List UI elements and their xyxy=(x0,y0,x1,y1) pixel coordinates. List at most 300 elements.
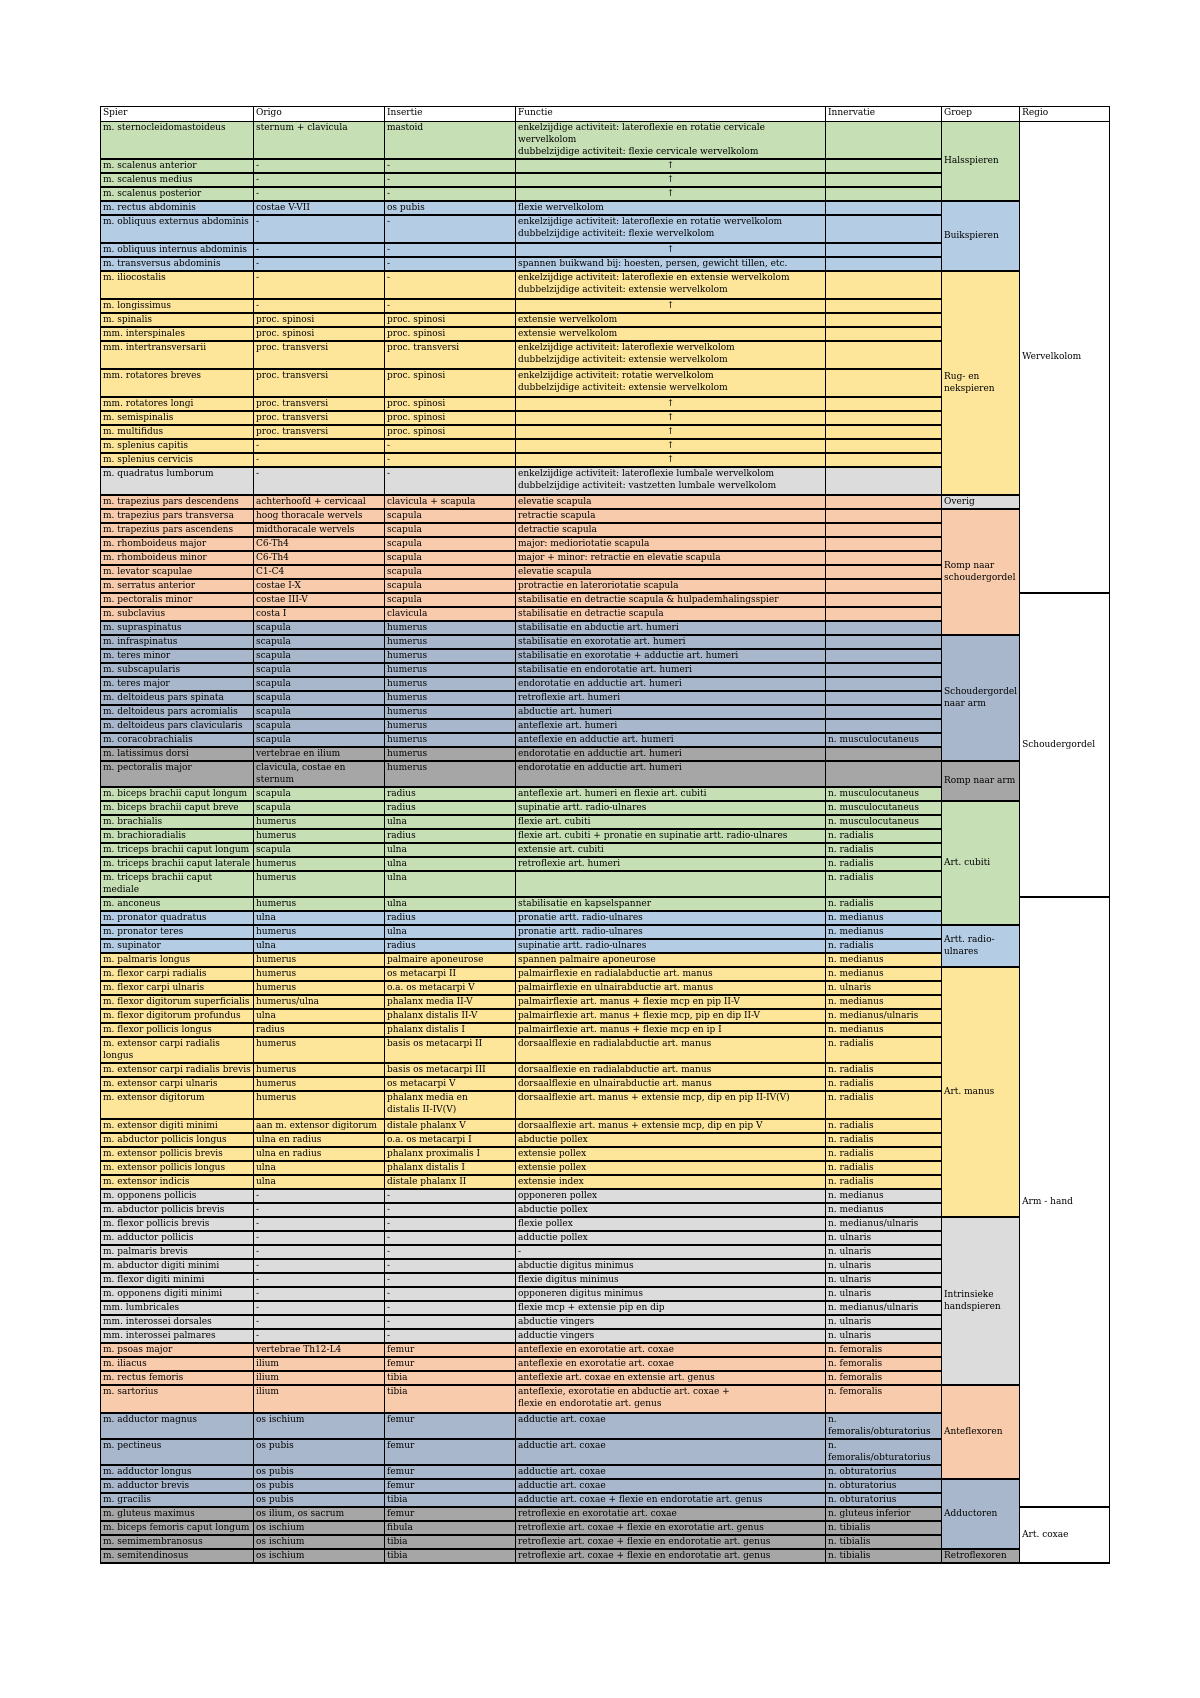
innervation-cell xyxy=(826,257,942,271)
innervation-cell: n. radialis xyxy=(826,1063,942,1077)
muscle-name-cell: mm. rotatores longi xyxy=(101,397,254,411)
innervation-cell: n. gluteus inferior xyxy=(826,1507,942,1521)
origin-cell: scapula xyxy=(254,663,385,677)
innervation-cell: n. radialis xyxy=(826,1161,942,1175)
muscle-name-cell: m. subclavius xyxy=(101,607,254,621)
table-row xyxy=(101,509,1110,523)
insertion-cell: - xyxy=(385,257,516,271)
muscle-name-cell: m. pectineus xyxy=(101,1439,254,1465)
group-cell: Artt. radio-ulnares xyxy=(942,925,1020,967)
origin-cell: - xyxy=(254,1287,385,1301)
origin-cell: C6-Th4 xyxy=(254,551,385,565)
muscle-name-cell: m. flexor digitorum profundus xyxy=(101,1009,254,1023)
function-cell: dorsaalflexie en ulnairabductie art. manus xyxy=(516,1077,826,1091)
insertion-cell: ulna xyxy=(385,857,516,871)
insertion-cell: - xyxy=(385,1217,516,1231)
muscle-name-cell: m. rhomboideus minor xyxy=(101,551,254,565)
insertion-cell: ulna xyxy=(385,843,516,857)
innervation-cell: n. radialis xyxy=(826,897,942,911)
function-cell: enkelzijdige activiteit: lateroflexie en rotatie wervelkolom dubbelzijdige activiteit: flexie wervelkolom xyxy=(516,215,826,243)
origin-cell: costae III-V xyxy=(254,593,385,607)
group-cell: Art. cubiti xyxy=(942,801,1020,925)
insertion-cell: tibia xyxy=(385,1385,516,1413)
insertion-cell: proc. spinosi xyxy=(385,327,516,341)
innervation-cell xyxy=(826,677,942,691)
muscle-name-cell: m. subscapularis xyxy=(101,663,254,677)
innervation-cell xyxy=(826,467,942,495)
innervation-cell xyxy=(826,593,942,607)
function-cell: anteflexie art. humeri xyxy=(516,719,826,733)
muscle-name-cell: m. extensor pollicis brevis xyxy=(101,1147,254,1161)
group-cell: Overig xyxy=(942,495,1020,509)
function-cell: anteflexie en exorotatie art. coxae xyxy=(516,1357,826,1371)
function-cell: spannen buikwand bij: hoesten, persen, gewicht tillen, etc. xyxy=(516,257,826,271)
function-cell: abductie digitus minimus xyxy=(516,1259,826,1273)
innervation-cell xyxy=(826,397,942,411)
header-groep: Groep xyxy=(942,107,1020,122)
insertion-cell: proc. spinosi xyxy=(385,425,516,439)
insertion-cell: tibia xyxy=(385,1371,516,1385)
function-cell: extensie pollex xyxy=(516,1161,826,1175)
muscle-name-cell: m. biceps brachii caput longum xyxy=(101,787,254,801)
function-cell: flexie art. cubiti xyxy=(516,815,826,829)
innervation-cell xyxy=(826,243,942,257)
insertion-cell: ulna xyxy=(385,897,516,911)
function-cell: abductie pollex xyxy=(516,1203,826,1217)
group-cell: Romp naar arm xyxy=(942,761,1020,801)
innervation-cell xyxy=(826,719,942,733)
insertion-cell: phalanx distalis I xyxy=(385,1161,516,1175)
function-cell: dorsaalflexie en radialabductie art. manus xyxy=(516,1063,826,1077)
function-cell: abductie vingers xyxy=(516,1315,826,1329)
muscle-name-cell: m. splenius capitis xyxy=(101,439,254,453)
function-cell: - xyxy=(516,1245,826,1259)
muscle-name-cell: m. biceps femoris caput longum xyxy=(101,1521,254,1535)
insertion-cell: scapula xyxy=(385,579,516,593)
origin-cell: os ischium xyxy=(254,1535,385,1549)
origin-cell: - xyxy=(254,453,385,467)
muscle-name-cell: m. trapezius pars transversa xyxy=(101,509,254,523)
insertion-cell: femur xyxy=(385,1507,516,1521)
origin-cell: os pubis xyxy=(254,1439,385,1465)
origin-cell: - xyxy=(254,1189,385,1203)
muscle-name-cell: m. brachioradialis xyxy=(101,829,254,843)
origin-cell: - xyxy=(254,271,385,299)
function-cell: extensie pollex xyxy=(516,1147,826,1161)
origin-cell: costae V-VII xyxy=(254,201,385,215)
muscle-name-cell: m. deltoideus pars spinata xyxy=(101,691,254,705)
function-cell: stabilisatie en exorotatie + adductie art. humeri xyxy=(516,649,826,663)
muscle-name-cell: m. opponens pollicis xyxy=(101,1189,254,1203)
muscle-name-cell: m. multifidus xyxy=(101,425,254,439)
insertion-cell: humerus xyxy=(385,761,516,787)
insertion-cell: proc. spinosi xyxy=(385,313,516,327)
group-cell: Rug- en nekspieren xyxy=(942,271,1020,495)
muscle-name-cell: m. semispinalis xyxy=(101,411,254,425)
function-cell: enkelzijdige activiteit: lateroflexie lumbale wervelkolom dubbelzijdige activiteit: vastzetten lumbale wervelkolom xyxy=(516,467,826,495)
origin-cell: proc. spinosi xyxy=(254,313,385,327)
innervation-cell xyxy=(826,313,942,327)
function-cell: retroflexie art. humeri xyxy=(516,857,826,871)
muscle-name-cell: m. flexor carpi radialis xyxy=(101,967,254,981)
insertion-cell: humerus xyxy=(385,621,516,635)
muscle-name-cell: m. sternocleidomastoideus xyxy=(101,122,254,160)
origin-cell: proc. transversi xyxy=(254,397,385,411)
innervation-cell xyxy=(826,453,942,467)
origin-cell: - xyxy=(254,1245,385,1259)
muscle-name-cell: m. scalenus posterior xyxy=(101,187,254,201)
function-cell: stabilisatie en endorotatie art. humeri xyxy=(516,663,826,677)
origin-cell: scapula xyxy=(254,691,385,705)
origin-cell: proc. transversi xyxy=(254,411,385,425)
function-cell: endorotatie en adductie art. humeri xyxy=(516,747,826,761)
header-origo: Origo xyxy=(254,107,385,122)
origin-cell: clavicula, costae en sternum xyxy=(254,761,385,787)
innervation-cell xyxy=(826,495,942,509)
innervation-cell: n. medianus xyxy=(826,967,942,981)
function-cell: anteflexie art. coxae en extensie art. genus xyxy=(516,1371,826,1385)
innervation-cell: n. radialis xyxy=(826,1133,942,1147)
origin-cell: ulna xyxy=(254,939,385,953)
muscle-name-cell: m. semimembranosus xyxy=(101,1535,254,1549)
insertion-cell: tibia xyxy=(385,1493,516,1507)
muscle-name-cell: m. abductor digiti minimi xyxy=(101,1259,254,1273)
insertion-cell: proc. spinosi xyxy=(385,369,516,397)
insertion-cell: scapula xyxy=(385,509,516,523)
insertion-cell: humerus xyxy=(385,719,516,733)
muscle-name-cell: m. transversus abdominis xyxy=(101,257,254,271)
function-cell: ↑ xyxy=(516,243,826,257)
muscle-name-cell: m. trapezius pars ascendens xyxy=(101,523,254,537)
muscle-name-cell: m. supraspinatus xyxy=(101,621,254,635)
insertion-cell: - xyxy=(385,1315,516,1329)
muscle-name-cell: m. triceps brachii caput mediale xyxy=(101,871,254,897)
muscle-name-cell: m. gluteus maximus xyxy=(101,1507,254,1521)
insertion-cell: femur xyxy=(385,1357,516,1371)
origin-cell: - xyxy=(254,173,385,187)
muscle-name-cell: m. teres major xyxy=(101,677,254,691)
origin-cell: C1-C4 xyxy=(254,565,385,579)
insertion-cell: radius xyxy=(385,829,516,843)
innervation-cell: n. radialis xyxy=(826,829,942,843)
function-cell: anteflexie en exorotatie art. coxae xyxy=(516,1343,826,1357)
muscle-name-cell: m. rectus abdominis xyxy=(101,201,254,215)
innervation-cell xyxy=(826,509,942,523)
muscle-name-cell: m. deltoideus pars clavicularis xyxy=(101,719,254,733)
group-cell: Halsspieren xyxy=(942,122,1020,202)
muscle-name-cell: m. levator scapulae xyxy=(101,565,254,579)
function-cell: stabilisatie en detractie scapula xyxy=(516,607,826,621)
innervation-cell xyxy=(826,747,942,761)
insertion-cell: humerus xyxy=(385,733,516,747)
insertion-cell: scapula xyxy=(385,551,516,565)
innervation-cell: n. radialis xyxy=(826,939,942,953)
table-row xyxy=(101,495,1110,509)
origin-cell: humerus xyxy=(254,925,385,939)
function-cell: dorsaalflexie en radialabductie art. manus xyxy=(516,1037,826,1063)
function-cell: anteflexie, exorotatie en abductie art. coxae + flexie en endorotatie art. genus xyxy=(516,1385,826,1413)
function-cell: major + minor: retractie en elevatie scapula xyxy=(516,551,826,565)
header-regio: Regio xyxy=(1020,107,1110,122)
muscle-name-cell: m. adductor pollicis xyxy=(101,1231,254,1245)
header-row xyxy=(101,107,1110,122)
innervation-cell xyxy=(826,551,942,565)
muscle-name-cell: m. iliocostalis xyxy=(101,271,254,299)
muscle-name-cell: m. flexor pollicis brevis xyxy=(101,1217,254,1231)
innervation-cell: n. femoralis xyxy=(826,1385,942,1413)
origin-cell: - xyxy=(254,467,385,495)
muscle-name-cell: m. rectus femoris xyxy=(101,1371,254,1385)
function-cell: enkelzijdige activiteit: rotatie wervelkolom dubbelzijdige activiteit: extensie wervelkolom xyxy=(516,369,826,397)
function-cell: adductie art. coxae xyxy=(516,1413,826,1439)
insertion-cell: distale phalanx V xyxy=(385,1119,516,1133)
origin-cell: hoog thoracale wervels xyxy=(254,509,385,523)
function-cell: palmairflexie en radialabductie art. manus xyxy=(516,967,826,981)
function-cell: palmairflexie en ulnairabductie art. manus xyxy=(516,981,826,995)
muscle-name-cell: m. flexor pollicis longus xyxy=(101,1023,254,1037)
insertion-cell: palmaire aponeurose xyxy=(385,953,516,967)
insertion-cell: clavicula + scapula xyxy=(385,495,516,509)
innervation-cell: n. radialis xyxy=(826,843,942,857)
origin-cell: C6-Th4 xyxy=(254,537,385,551)
innervation-cell: n. ulnaris xyxy=(826,1287,942,1301)
function-cell: adductie pollex xyxy=(516,1231,826,1245)
function-cell: extensie wervelkolom xyxy=(516,313,826,327)
insertion-cell: - xyxy=(385,1273,516,1287)
origin-cell: scapula xyxy=(254,719,385,733)
function-cell: opponeren pollex xyxy=(516,1189,826,1203)
muscle-name-cell: m. splenius cervicis xyxy=(101,453,254,467)
function-cell: stabilisatie en exorotatie art. humeri xyxy=(516,635,826,649)
insertion-cell: o.a. os metacarpi I xyxy=(385,1133,516,1147)
innervation-cell xyxy=(826,299,942,313)
muscle-name-cell: m. sartorius xyxy=(101,1385,254,1413)
innervation-cell: n. medianus xyxy=(826,1189,942,1203)
insertion-cell: femur xyxy=(385,1439,516,1465)
origin-cell: - xyxy=(254,1301,385,1315)
function-cell: palmairflexie art. manus + flexie mcp, pip en dip II-V xyxy=(516,1009,826,1023)
innervation-cell: n. ulnaris xyxy=(826,1231,942,1245)
innervation-cell: n. ulnaris xyxy=(826,981,942,995)
muscle-name-cell: m. extensor carpi radialis brevis xyxy=(101,1063,254,1077)
function-cell: palmairflexie art. manus + flexie mcp en pip II-V xyxy=(516,995,826,1009)
innervation-cell: n. medianus xyxy=(826,911,942,925)
origin-cell: - xyxy=(254,299,385,313)
innervation-cell xyxy=(826,187,942,201)
innervation-cell: n. radialis xyxy=(826,1147,942,1161)
muscle-table xyxy=(100,106,1110,1564)
function-cell: supinatie artt. radio-ulnares xyxy=(516,801,826,815)
insertion-cell: humerus xyxy=(385,649,516,663)
insertion-cell: - xyxy=(385,1259,516,1273)
table-row xyxy=(101,967,1110,981)
innervation-cell: n. radialis xyxy=(826,1119,942,1133)
muscle-name-cell: m. extensor carpi radialis longus xyxy=(101,1037,254,1063)
origin-cell: scapula xyxy=(254,677,385,691)
innervation-cell: n. ulnaris xyxy=(826,1315,942,1329)
origin-cell: - xyxy=(254,215,385,243)
innervation-cell: n. femoralis/obturatorius xyxy=(826,1413,942,1439)
origin-cell: humerus xyxy=(254,1063,385,1077)
innervation-cell xyxy=(826,439,942,453)
insertion-cell: - xyxy=(385,1287,516,1301)
origin-cell: humerus xyxy=(254,815,385,829)
origin-cell: ulna xyxy=(254,1175,385,1189)
origin-cell: scapula xyxy=(254,801,385,815)
muscle-name-cell: m. flexor carpi ulnaris xyxy=(101,981,254,995)
innervation-cell: n. ulnaris xyxy=(826,1273,942,1287)
insertion-cell: - xyxy=(385,243,516,257)
header-functie: Functie xyxy=(516,107,826,122)
function-cell: ↑ xyxy=(516,173,826,187)
function-cell: protractie en lateroriotatie scapula xyxy=(516,579,826,593)
function-cell: anteflexie art. humeri en flexie art. cubiti xyxy=(516,787,826,801)
function-cell: extensie index xyxy=(516,1175,826,1189)
origin-cell: vertebrae Th12-L4 xyxy=(254,1343,385,1357)
muscle-name-cell: m. biceps brachii caput breve xyxy=(101,801,254,815)
origin-cell: - xyxy=(254,1231,385,1245)
insertion-cell: radius xyxy=(385,939,516,953)
innervation-cell xyxy=(826,201,942,215)
muscle-name-cell: m. gracilis xyxy=(101,1493,254,1507)
origin-cell: proc. transversi xyxy=(254,425,385,439)
origin-cell: scapula xyxy=(254,787,385,801)
insertion-cell: phalanx distalis II-V xyxy=(385,1009,516,1023)
function-cell: flexie digitus minimus xyxy=(516,1273,826,1287)
function-cell: palmairflexie art. manus + flexie mcp en ip I xyxy=(516,1023,826,1037)
muscle-name-cell: mm. interossei dorsales xyxy=(101,1315,254,1329)
function-cell: adductie art. coxae xyxy=(516,1465,826,1479)
origin-cell: scapula xyxy=(254,649,385,663)
region-cell: Art. coxae xyxy=(1020,1507,1110,1563)
insertion-cell: femur xyxy=(385,1465,516,1479)
insertion-cell: - xyxy=(385,215,516,243)
insertion-cell: phalanx media II-V xyxy=(385,995,516,1009)
insertion-cell: - xyxy=(385,1245,516,1259)
muscle-name-cell: m. extensor digiti minimi xyxy=(101,1119,254,1133)
muscle-name-cell: m. teres minor xyxy=(101,649,254,663)
origin-cell: ilium xyxy=(254,1357,385,1371)
innervation-cell: n. femoralis/obturatorius xyxy=(826,1439,942,1465)
innervation-cell xyxy=(826,621,942,635)
insertion-cell: - xyxy=(385,299,516,313)
insertion-cell: os pubis xyxy=(385,201,516,215)
function-cell: pronatie artt. radio-ulnares xyxy=(516,925,826,939)
innervation-cell: n. ulnaris xyxy=(826,1329,942,1343)
muscle-name-cell: m. trapezius pars descendens xyxy=(101,495,254,509)
innervation-cell: n. radialis xyxy=(826,1077,942,1091)
function-cell: endorotatie en adductie art. humeri xyxy=(516,761,826,787)
innervation-cell xyxy=(826,369,942,397)
function-cell: enkelzijdige activiteit: lateroflexie en extensie wervelkolom dubbelzijdige activiteit: extensie wervelkolom xyxy=(516,271,826,299)
function-cell: ↑ xyxy=(516,299,826,313)
origin-cell: os ischium xyxy=(254,1413,385,1439)
function-cell: adductie vingers xyxy=(516,1329,826,1343)
insertion-cell: proc. spinosi xyxy=(385,411,516,425)
origin-cell: os ischium xyxy=(254,1549,385,1563)
table-row xyxy=(101,761,1110,787)
origin-cell: scapula xyxy=(254,621,385,635)
function-cell: ↑ xyxy=(516,159,826,173)
origin-cell: ulna en radius xyxy=(254,1147,385,1161)
innervation-cell xyxy=(826,761,942,787)
innervation-cell xyxy=(826,341,942,369)
origin-cell: - xyxy=(254,257,385,271)
insertion-cell: phalanx distalis I xyxy=(385,1023,516,1037)
muscle-name-cell: mm. lumbricales xyxy=(101,1301,254,1315)
table-row xyxy=(101,925,1110,939)
insertion-cell: tibia xyxy=(385,1535,516,1549)
innervation-cell xyxy=(826,173,942,187)
region-cell: Schoudergordel xyxy=(1020,593,1110,897)
table-row xyxy=(101,1385,1110,1413)
insertion-cell: fibula xyxy=(385,1521,516,1535)
origin-cell: scapula xyxy=(254,843,385,857)
muscle-name-cell: m. abductor pollicis brevis xyxy=(101,1203,254,1217)
function-cell: supinatie artt. radio-ulnares xyxy=(516,939,826,953)
muscle-name-cell: mm. interossei palmares xyxy=(101,1329,254,1343)
function-cell: ↑ xyxy=(516,425,826,439)
insertion-cell: - xyxy=(385,1203,516,1217)
innervation-cell: n. radialis xyxy=(826,857,942,871)
innervation-cell: n. femoralis xyxy=(826,1357,942,1371)
origin-cell: humerus xyxy=(254,829,385,843)
innervation-cell: n. obturatorius xyxy=(826,1465,942,1479)
function-cell: elevatie scapula xyxy=(516,565,826,579)
insertion-cell: proc. transversi xyxy=(385,341,516,369)
origin-cell: os pubis xyxy=(254,1465,385,1479)
insertion-cell: mastoid xyxy=(385,122,516,160)
function-cell: retroflexie en exorotatie art. coxae xyxy=(516,1507,826,1521)
innervation-cell xyxy=(826,537,942,551)
function-cell: enkelzijdige activiteit: lateroflexie wervelkolom dubbelzijdige activiteit: extensie wervelkolom xyxy=(516,341,826,369)
table-body xyxy=(101,122,1110,1564)
insertion-cell: - xyxy=(385,467,516,495)
insertion-cell: ulna xyxy=(385,925,516,939)
origin-cell: - xyxy=(254,159,385,173)
innervation-cell xyxy=(826,607,942,621)
insertion-cell: humerus xyxy=(385,747,516,761)
insertion-cell: basis os metacarpi II xyxy=(385,1037,516,1063)
origin-cell: ilium xyxy=(254,1385,385,1413)
innervation-cell xyxy=(826,122,942,160)
group-cell: Intrinsieke handspieren xyxy=(942,1217,1020,1385)
function-cell: detractie scapula xyxy=(516,523,826,537)
function-cell: flexie mcp + extensie pip en dip xyxy=(516,1301,826,1315)
function-cell: retroflexie art. humeri xyxy=(516,691,826,705)
table-row xyxy=(101,801,1110,815)
innervation-cell: n. musculocutaneus xyxy=(826,733,942,747)
origin-cell: costae I-X xyxy=(254,579,385,593)
origin-cell: humerus xyxy=(254,953,385,967)
origin-cell: ulna en radius xyxy=(254,1133,385,1147)
innervation-cell xyxy=(826,579,942,593)
muscle-name-cell: m. rhomboideus major xyxy=(101,537,254,551)
muscle-name-cell: m. opponens digiti minimi xyxy=(101,1287,254,1301)
insertion-cell: femur xyxy=(385,1479,516,1493)
innervation-cell: n. tibialis xyxy=(826,1549,942,1563)
innervation-cell: n. medianus xyxy=(826,995,942,1009)
origin-cell: - xyxy=(254,1273,385,1287)
innervation-cell: n. radialis xyxy=(826,1091,942,1119)
insertion-cell: femur xyxy=(385,1413,516,1439)
innervation-cell: n. musculocutaneus xyxy=(826,801,942,815)
origin-cell: - xyxy=(254,439,385,453)
insertion-cell: ulna xyxy=(385,815,516,829)
insertion-cell: o.a. os metacarpi V xyxy=(385,981,516,995)
muscle-name-cell: m. flexor digiti minimi xyxy=(101,1273,254,1287)
innervation-cell: n. medianus/ulnaris xyxy=(826,1301,942,1315)
